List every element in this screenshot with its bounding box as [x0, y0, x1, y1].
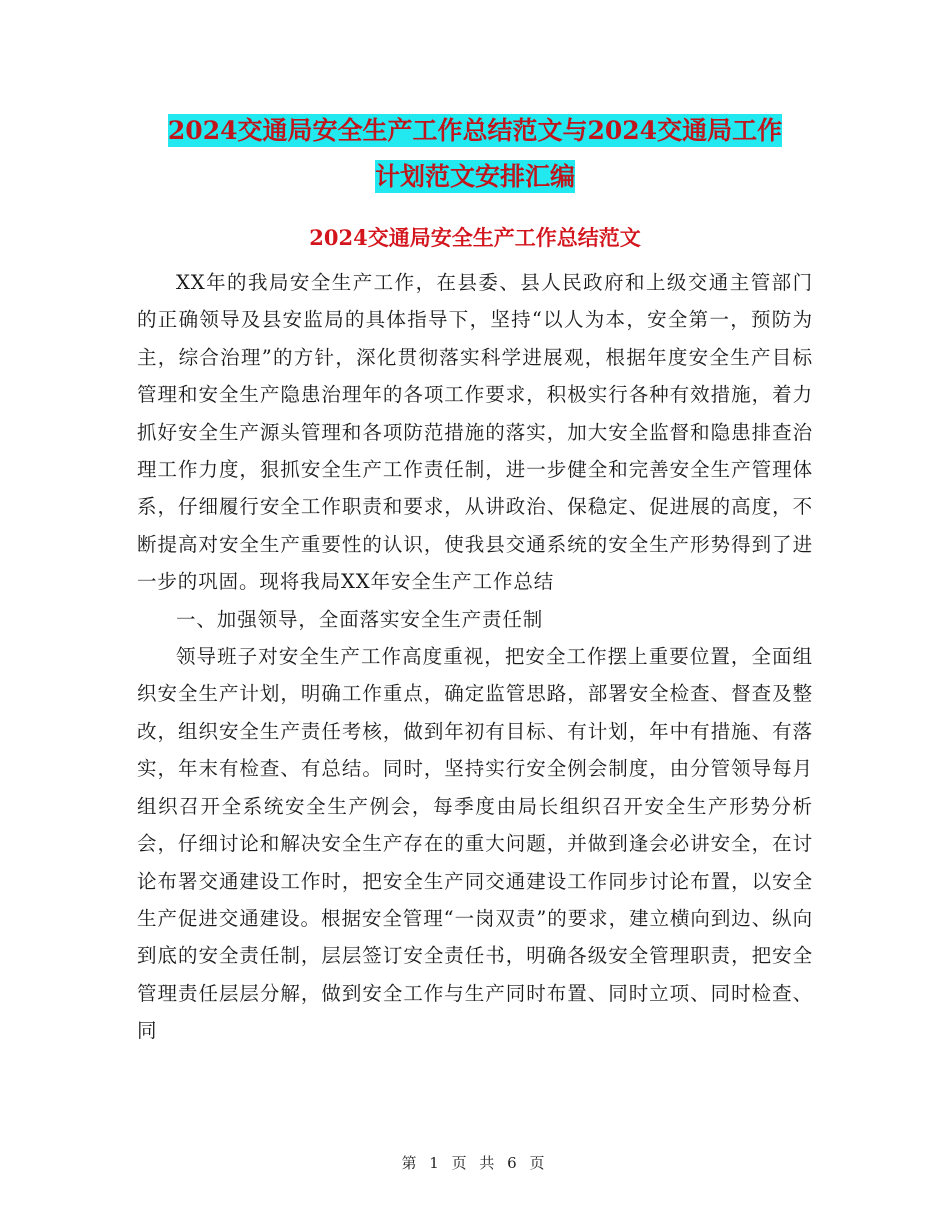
- document-title-line-2: 计划范文安排汇编: [374, 162, 575, 191]
- document-title: [120, 108, 830, 200]
- page-number: 第 1 页 共 6 页: [401, 1154, 549, 1172]
- section-title: 2024交通局安全生产工作总结范文: [309, 225, 641, 250]
- heading-section-1: 一、加强领导，全面落实安全生产责任制: [176, 607, 544, 631]
- paragraph-leadership: 领导班子对安全生产工作高度重视，把安全工作摆上重要位置，全面组织安全生产计划，明确工作重点，确定监管思路，部署安全检查、督查及整改，组织安全生产责任考核，做到年初有目标、有计划，年中有措施、有落实，年末有检查、有总结。同时，坚持实行安全例会制度，由分管领导每月组织召开全系统安全生产例会，每季度由局长组织召开安全生产形势分析会，仔细讨论和解决安全生产存在的重大问题，并做到逢会必讲安全，在讨论布署交通建设工作时，把安全生产同交通建设工作同步讨论布置，以安全生产促进交通建设。根据安全管理“一岗双责”的要求，建立横向到边、纵向到底的安全责任制，层层签订安全责任书，明确各级安全管理职责，把安全管理责任层层分解，做到安全工作与生产同时布置、同时立项、同时检查、同: [137, 645, 813, 1043]
- document-title-line-1: 2024交通局安全生产工作总结范文与2024交通局工作: [167, 116, 783, 145]
- document-body: [137, 264, 813, 1050]
- paragraph-intro: XX年的我局安全生产工作，在县委、县人民政府和上级交通主管部门的正确领导及县安监局的具体指导下，坚持“以人为本，安全第一，预防为主，综合治理”的方针，深化贯彻落实科学进展观，根据年度安全生产目标管理和安全生产隐患治理年的各项工作要求，积极实行各种有效措施，着力抓好安全生产源头管理和各项防范措施的落实，加大安全监督和隐患排查治理工作力度，狠抓安全生产工作责任制，进一步健全和完善安全生产管理体系，仔细履行安全工作职责和要求，从讲政治、保稳定、促进展的高度，不断提高对安全生产重要性的认识，使我县交通系统的安全生产形势得到了进一步的巩固。现将我局XX年安全生产工作总结: [137, 271, 813, 594]
